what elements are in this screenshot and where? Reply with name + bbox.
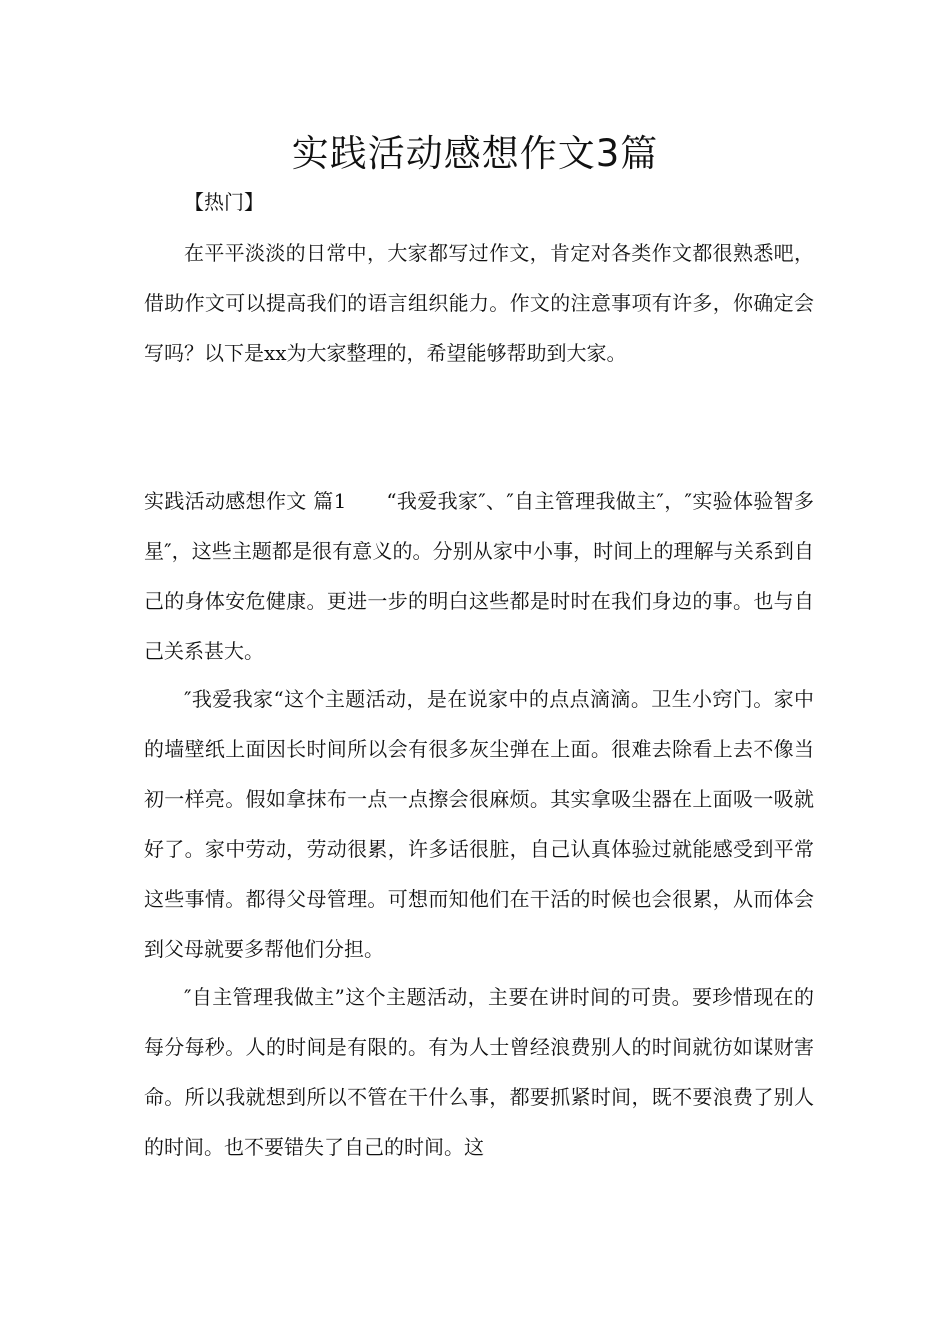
body-paragraph-2: ″我爱我家“这个主题活动，是在说家中的点点滴滴。卫生小窍门。家中的墙壁纸上面因长时间所以会有很多灰尘弹在上面。很难去除看上去不像当初一样亮。假如拿抹布一点一点擦会很麻烦。其实拿吸尘器在上面吸一吸就好了。家中劳动，劳动很累，许多话很脏，自己认真体验过就能感受到平常这些事情。都得父母管理。可想而知他们在干活的时候也会很累，从而体会到父母就要多帮他们分担。	[144, 687, 814, 961]
document-title: 实践活动感想作文3篇	[291, 132, 659, 175]
section-1-paragraph	[144, 476, 814, 676]
intro-paragraph: 在平平淡淡的日常中，大家都写过作文，肯定对各类作文都很熟悉吧，借助作文可以提高我们的语言组织能力。作文的注意事项有许多，你确定会写吗？以下是xx为大家整理的，希望能够帮助到大家。	[144, 241, 814, 365]
hot-tag: 【热门】	[184, 190, 264, 214]
body-paragraph-3: ″自主管理我做主”这个主题活动，主要在讲时间的可贵。要珍惜现在的每分每秒。人的时间是有限的。有为人士曾经浪费别人的时间就彷如谋财害命。所以我就想到所以不管在干什么事，都要抓紧时间，既不要浪费了别人的时间。也不要错失了自己的时间。这	[144, 985, 814, 1159]
section-1-label: 实践活动感想作文 篇1	[144, 489, 347, 513]
section-1-text: “我爱我家″、″自主管理我做主″，″实验体验智多星″，这些主题都是很有意义的。分别从家中小事，时间上的理解与关系到自己的身体安危健康。更进一步的明白这些都是时时在我们身边的事。也与自己关系甚大。	[144, 489, 814, 663]
